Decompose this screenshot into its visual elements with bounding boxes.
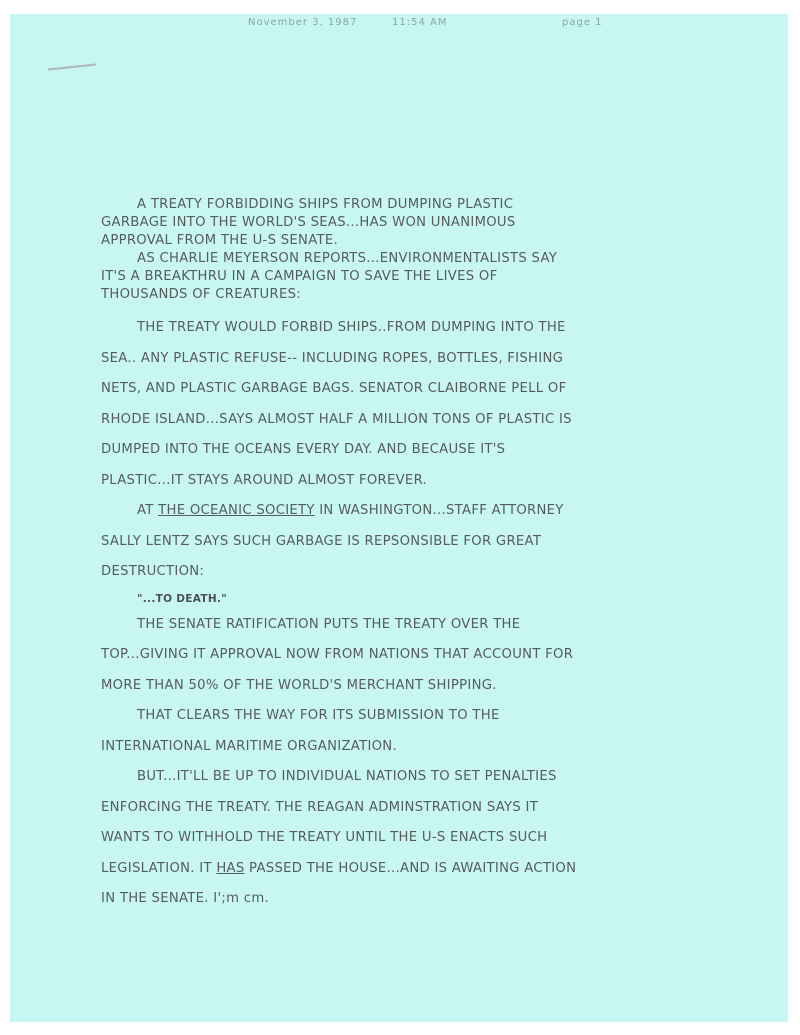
oceanic-text-a: AT: [137, 503, 159, 518]
penalties-text-b: PASSED THE HOUSE...AND IS AWAITING ACTION IN THE SENATE. I';m cm.: [101, 860, 577, 906]
oceanic-society-name: THE OCEANIC SOCIETY: [158, 503, 315, 518]
actuality-cue: [101, 588, 581, 610]
paragraph-intro: [101, 250, 581, 304]
penalties-text-a: BUT...IT'LL BE UP TO INDIVIDUAL NATIONS TO SET PENALTIES ENFORCING THE TREATY. THE REAGAN ADMINSTRATION SAYS IT WANTS TO WITHHOLD THE TREATY UNTIL THE U-S ENACTS SUCH LEGISLATION. IT: [101, 769, 557, 876]
pen-mark: [48, 63, 96, 70]
paragraph-imo: [101, 701, 581, 762]
paragraph-oceanic-society: [101, 496, 581, 588]
paragraph-penalties: [101, 762, 581, 915]
page-header: [10, 17, 788, 29]
paragraph-treaty-details: [101, 313, 581, 496]
paragraph-lead: [101, 196, 581, 250]
news-story: [101, 196, 581, 915]
header-time: 11:54 AM: [392, 17, 448, 28]
quote-text: "...TO DEATH.": [137, 592, 227, 605]
ratification-text: THE SENATE RATIFICATION PUTS THE TREATY OVER THE TOP...GIVING IT APPROVAL NOW FROM NATIONS THAT ACCOUNT FOR MORE THAN 50% OF THE WORLD'S MERCHANT SHIPPING.: [101, 616, 574, 693]
lead-text: A TREATY FORBIDDING SHIPS FROM DUMPING PLASTIC GARBAGE INTO THE WORLD'S SEAS...HAS WON UNANIMOUS APPROVAL FROM THE U-S SENATE.: [101, 197, 516, 248]
treaty-details-text: THE TREATY WOULD FORBID SHIPS..FROM DUMPING INTO THE SEA.. ANY PLASTIC REFUSE-- INCLUDING ROPES, BOTTLES, FISHING NETS, AND PLASTIC GARBAGE BAGS. SENATOR CLAIBORNE PELL OF RHODE ISLAND...SAYS ALMOST HALF A MILLION TONS OF PLASTIC IS DUMPED INTO THE OCEANS EVERY DAY. AND BECAUSE IT'S PLASTIC...IT STAYS AROUND ALMOST FOREVER.: [101, 320, 572, 488]
intro-text: AS CHARLIE MEYERSON REPORTS...ENVIRONMENTALISTS SAY IT'S A BREAKTHRU IN A CAMPAIGN TO SAVE THE LIVES OF THOUSANDS OF CREATURES:: [101, 251, 558, 302]
has-emphasis: HAS: [216, 860, 245, 876]
oceanic-text-b: IN WASHINGTON...STAFF ATTORNEY SALLY LENTZ SAYS SUCH GARBAGE IS REPSONSIBLE FOR GREAT DESTRUCTION:: [101, 503, 564, 579]
imo-text: THAT CLEARS THE WAY FOR ITS SUBMISSION TO THE INTERNATIONAL MARITIME ORGANIZATION.: [101, 708, 500, 754]
header-page-number: page 1: [562, 17, 603, 28]
header-date: November 3, 1987: [248, 17, 358, 28]
paragraph-ratification: [101, 610, 581, 702]
